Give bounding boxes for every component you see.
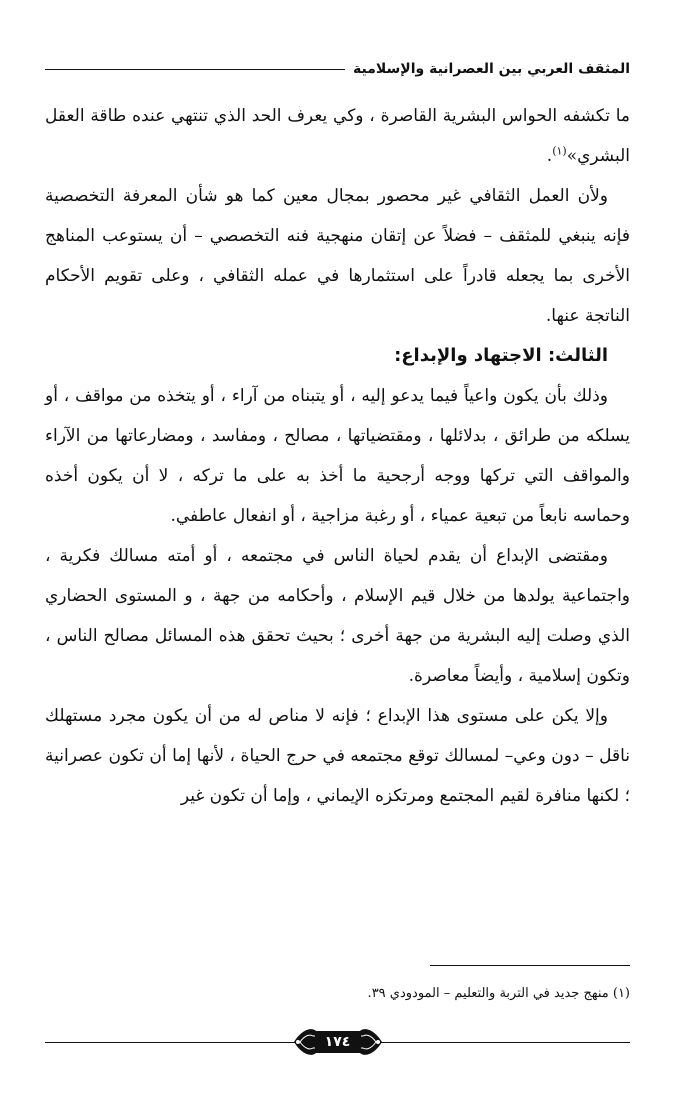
running-header: [45, 58, 630, 80]
paragraph-1: [45, 96, 630, 176]
page-number: ١٧٤: [315, 1032, 361, 1052]
body-text: [45, 96, 630, 816]
footer-rule-left: [45, 1042, 295, 1043]
header-rule: [45, 69, 345, 70]
footnote: (١) منهج جديد في التربة والتعليم – المودودي ٣٩.: [367, 986, 630, 1001]
page-footer: [45, 1025, 630, 1059]
footnote-separator: [430, 965, 630, 966]
paragraph-4: ومقتضى الإبداع أن يقدم لحياة الناس في مجتمعه ، أو أمته مسالك فكرية ، واجتماعية يولدها من خلال قيم الإسلام ، وأحكامه من جهة ، و المستوى الحضاري الذي وصلت إليه البشرية من جهة أخرى ؛ بحيث تحقق هذه المسائل مصالح الناس ، وتكون إسلامية ، وأيضاً معاصرة.: [45, 546, 630, 686]
paragraph-1-end: .: [546, 146, 553, 166]
paragraph-5: وإلا يكن على مستوى هذا الإبداع ؛ فإنه لا مناص له من أن يكون مجرد مستهلك ناقل – دون وعي– لمسالك توقع مجتمعه في حرج الحياة ، لأنها إما أن تكون عصرانية ؛ لكنها منافرة لقيم المجتمع ومرتكزه الإيماني ، وإما أن تكون غير: [45, 706, 630, 806]
paragraph-3: وذلك بأن يكون واعياً فيما يدعو إليه ، أو يتبناه من آراء ، أو يتخذه من مواقف ، أو يسلكه من طرائق ، بدلائلها ، ومقتضياتها ، مصالح ، ومفاسد ، ومضارعاتها من الآراء والمواقف التي تركها ووجه أرجحية ما أخذ به على ما تركه ، لا أن يكون أخذه وحماسه نابعاً من تبعية عمياء ، أو رغبة مزاجية ، أو انفعال عاطفي.: [45, 386, 630, 526]
paragraph-2: ولأن العمل الثقافي غير محصور بمجال معين كما هو شأن المعرفة التخصصية فإنه ينبغي للمثقف – فضلاً عن إتقان منهجية فنه التخصصي – أن يستوعب المناهج الأخرى بما يجعله قادراً على استثمارها في عمله الثقافي ، وعلى تقويم الأحكام الناتجة عنها.: [45, 186, 630, 326]
running-title: المثقف العربي بين العصرانية والإسلامية: [353, 61, 630, 77]
paragraph-1-text: ما تكشفه الحواس البشرية القاصرة ، وكي يعرف الحد الذي تنتهي عنده طاقة العقل البشري»: [45, 106, 630, 166]
section-heading: الثالث: الاجتهاد والإبداع:: [394, 345, 608, 366]
footer-rule-right: [380, 1042, 630, 1043]
footnote-reference[interactable]: (١): [552, 144, 567, 158]
